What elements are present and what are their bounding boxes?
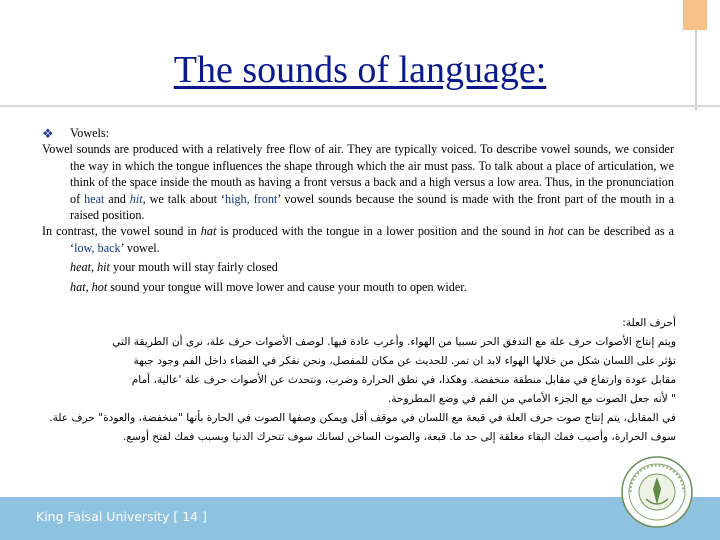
- text-span: is produced with the tongue in a lower position and the sound in: [216, 224, 548, 239]
- bullet-heading: [42, 125, 674, 141]
- slide-title: The sounds of language:: [173, 49, 547, 91]
- example-word: hit: [129, 191, 143, 206]
- closed-mouth-line: [42, 259, 674, 275]
- example-word: heat: [84, 191, 105, 206]
- text-span: , we talk about ‘: [142, 191, 225, 206]
- arabic-line: " لأنه جعل الصوت مع الجزء الأمامي من الفم في وضع المطروحة.: [387, 393, 676, 405]
- text-span: sound your tongue will move lower and cause your mouth to open wider.: [107, 279, 467, 294]
- diamond-bullet-icon: ❖: [42, 126, 54, 141]
- arabic-line: في المقابل، يتم إنتاج صوت حرف العلة في قبعة مع اللسان في موقف أقل ويمكن وصفها الصوت في الحارة بأنها "منخفضة، والعودة" حرف علة.: [49, 412, 676, 424]
- text-span: Vowel sounds are produced with a relatively free flow of air. They are typically voiced. To describe vowel sounds, we consider the way in which the tongue influences the shape through which the air must pass. To talk about a place of articulation, we think of the space inside the mouth as having a front versus a back and a high versus a low area. Thus, in the pronunciation of: [42, 142, 674, 206]
- arabic-translation: [42, 314, 676, 447]
- text-span: ’ vowel.: [120, 240, 160, 255]
- footer-bar: [0, 497, 720, 540]
- example-term: high, front: [224, 191, 278, 206]
- example-word: hat: [200, 224, 217, 239]
- footer-text: [36, 509, 207, 524]
- corner-accent: [683, 0, 707, 30]
- example-words: heat, hit: [70, 260, 110, 275]
- text-span: In contrast, the vowel sound in: [42, 224, 201, 239]
- university-name: King Faisal University: [36, 509, 170, 524]
- arabic-line: ويتم إنتاج الأصوات حرف علة مع التدفق الحر نسبيا من الهواء. وأعرب عادة فيها. لوصف الأصوات حرف علة، نرى أن الطريقة التي: [112, 336, 676, 348]
- paragraph-back-vowels: [42, 223, 674, 256]
- title-divider: [0, 105, 720, 107]
- university-seal-logo: [620, 455, 694, 529]
- open-mouth-line: [42, 279, 674, 295]
- example-term: low, back: [74, 240, 121, 255]
- arabic-line: أحرف العلة:: [622, 317, 676, 329]
- text-span: ’ vowel sounds because the sound is made with the front part of the mouth in a raised position.: [70, 191, 675, 223]
- arabic-line: سوف الحرارة، وأصيب فمك البقاء مغلقة إلى حد ما. قبعة، والصوت الساخن لسانك سوف تتحرك الدنيا وبسبب فمك لفتح أوسع.: [122, 431, 676, 443]
- arabic-line: تؤثر على اللسان شكل من خلالها الهواء لابد ان تمر. للحديث عن مكان للمفصل، ونحن نفكر في الفضاء داخل الفم وجود جبهة: [133, 355, 676, 367]
- heading-text: Vowels:: [70, 126, 110, 140]
- paragraph-front-vowels: [42, 141, 674, 223]
- arabic-line: مقابل عودة وارتفاع في مقابل منطقة منخفضة. وهكذا، في نطق الحرارة وضرب، ونتحدث عن الأصوات حرف علة 'عالية، أمام: [131, 374, 676, 386]
- text-span: can be described as a ‘: [70, 224, 674, 255]
- example-word: hot: [547, 224, 564, 239]
- text-span: your mouth will stay fairly closed: [109, 260, 278, 275]
- slide-body: [42, 125, 674, 295]
- example-words: hat, hot: [70, 279, 108, 294]
- text-span: and: [104, 191, 130, 206]
- page-number: [ 14 ]: [173, 509, 207, 524]
